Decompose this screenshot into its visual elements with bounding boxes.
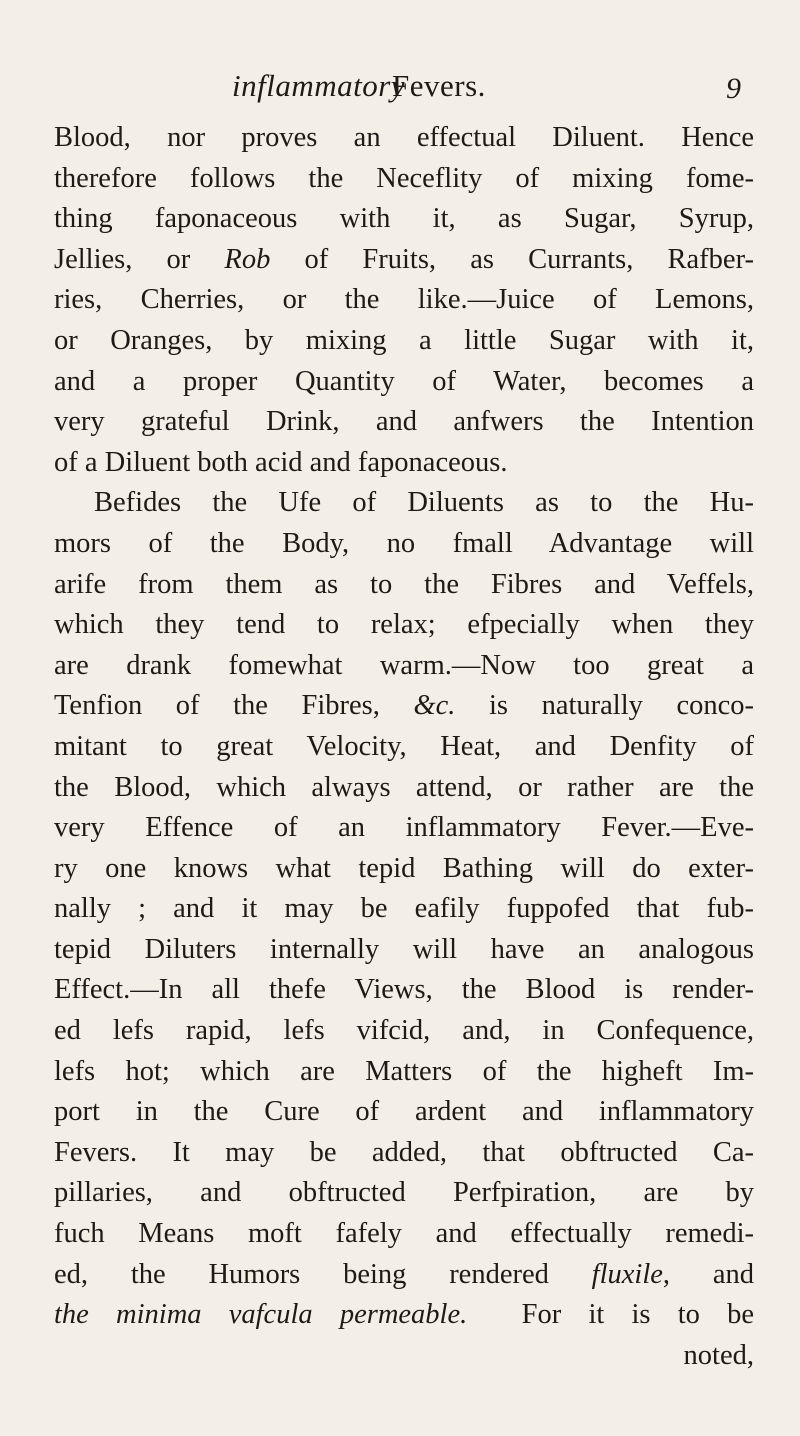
line-text: noted, (683, 1339, 754, 1371)
text-line (54, 889, 754, 930)
text-line (54, 321, 754, 362)
line-text: fuch Means moft fafely and effectually remedi- (54, 1218, 754, 1250)
line-text: which they tend to relax; efpecially when they (54, 609, 754, 641)
text-line (54, 524, 754, 565)
text-line (54, 1173, 754, 1214)
text-line (54, 727, 754, 768)
line-text: are drank fomewhat warm.—Now too great a (54, 649, 754, 681)
text-line (54, 646, 754, 687)
text-line (54, 605, 754, 646)
line-text: mors of the Body, no fmall Advantage will (54, 527, 754, 559)
text-line (54, 970, 754, 1011)
line-text: port in the Cure of ardent and inflammatory (54, 1096, 754, 1128)
line-text: ed, the Humors being rendered (54, 1258, 592, 1290)
line-text: of Fruits, as Currants, Rafber- (270, 243, 754, 275)
line-text: very grateful Drink, and anfwers the Intention (54, 406, 754, 438)
text-line (54, 402, 754, 443)
text-line (54, 1214, 754, 1255)
text-line (54, 686, 754, 727)
text-line (54, 1092, 754, 1133)
text-line (54, 199, 754, 240)
line-text: the Blood, which always attend, or rather are the (54, 771, 754, 803)
line-text: very Effence of an inflammatory Fever.—Eve- (54, 812, 754, 844)
text-line (54, 280, 754, 321)
text-line (54, 1336, 754, 1377)
line-text: and a proper Quantity of Water, becomes a (54, 365, 754, 397)
line-text: or Oranges, by mixing a little Sugar with it, (54, 324, 754, 356)
line-text: Fevers. It may be added, that obftructed Ca- (54, 1136, 754, 1168)
line-text: ries, Cherries, or the like.—Juice of Lemons, (54, 284, 754, 316)
text-line (54, 1052, 754, 1093)
body-text (54, 118, 754, 1376)
text-line (54, 362, 754, 403)
line-text: Blood, nor proves an effectual Diluent. Hence (54, 122, 754, 153)
page-number: 9 (726, 72, 742, 105)
text-line (54, 1255, 754, 1296)
line-text: is naturally conco- (455, 690, 754, 722)
line-text: thing faponaceous with it, as Sugar, Syrup, (54, 203, 754, 235)
italic-text: Rob (224, 243, 271, 275)
text-line (54, 1011, 754, 1052)
text-line (54, 1133, 754, 1174)
text-line (54, 159, 754, 200)
text-line (54, 118, 754, 159)
text-line (54, 443, 754, 484)
line-text: nally ; and it may be eafily fuppofed that fub- (54, 893, 754, 925)
text-line (54, 1295, 754, 1336)
line-text: Tenfion of the Fibres, (54, 690, 414, 722)
italic-text: the minima vafcula permeable. (54, 1299, 468, 1331)
text-line (54, 849, 754, 890)
line-text: ed lefs rapid, lefs vifcid, and, in Confequence, (54, 1015, 754, 1047)
line-text: therefore follows the Neceflity of mixing fome- (54, 162, 754, 194)
text-line (54, 483, 754, 524)
line-text: Jellies, or (54, 243, 225, 275)
line-text: For it is to be (467, 1299, 754, 1331)
line-text: Befides the Ufe of Diluents as to the Hu- (94, 487, 754, 519)
running-title-italic: inflammatory (232, 68, 406, 103)
line-text: pillaries, and obftructed Perfpiration, are by (54, 1177, 754, 1209)
line-text: ry one knows what tepid Bathing will do exter- (54, 852, 754, 884)
line-text: arife from them as to the Fibres and Veffels, (54, 568, 754, 600)
text-line (54, 768, 754, 809)
text-line (54, 808, 754, 849)
italic-text: fluxile (591, 1258, 663, 1290)
running-title: Fevers. (392, 68, 486, 103)
line-text: lefs hot; which are Matters of the higheft Im- (54, 1055, 754, 1087)
line-text: Effect.—In all thefe Views, the Blood is render- (54, 974, 754, 1006)
text-line (54, 240, 754, 281)
line-text: tepid Diluters internally will have an analogous (54, 933, 754, 965)
text-line (54, 565, 754, 606)
line-text: , and (662, 1258, 754, 1290)
line-text: of a Diluent both acid and faponaceous. (54, 446, 508, 478)
line-text: mitant to great Velocity, Heat, and Denfity of (54, 730, 754, 762)
text-line (54, 930, 754, 971)
italic-text: &c. (413, 690, 456, 722)
